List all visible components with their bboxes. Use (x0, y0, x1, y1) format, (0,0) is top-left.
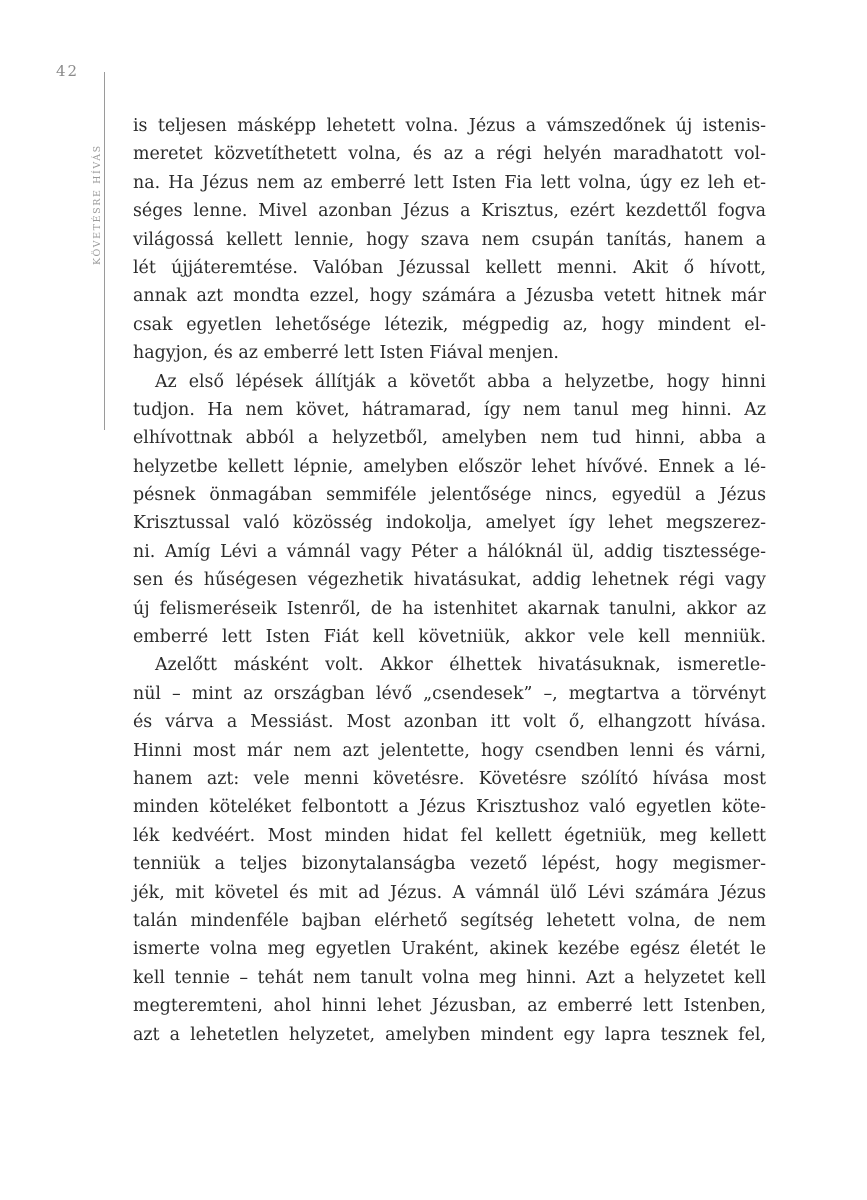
text-line: annak azt mondta ezzel, hogy számára a Jézusba vetett hitnek már (133, 286, 766, 307)
text-line: na. Ha Jézus nem az emberré lett Isten Fia lett volna, úgy ez leh et- (133, 172, 766, 193)
paragraph-first-line: Az első lépések állítják a követőt abba a helyzetbe, hogy hinni (155, 371, 766, 392)
text-line: és várva a Messiást. Most azonban itt volt ő, elhangzott hívása. (133, 712, 766, 733)
text-line: sen és hűségesen végezhetik hivatásukat, addig lehetnek régi vagy (133, 570, 766, 591)
text-line: minden köteléket felbontott a Jézus Krisztushoz való egyetlen köte- (133, 797, 766, 818)
text-line: talán mindenféle bajban elérhető segítség lehetett volna, de nem (133, 910, 766, 931)
text-line: lét újjáteremtése. Valóban Jézussal kellett menni. Akit ő hívott, (133, 257, 766, 278)
text-line: tenniük a teljes bizonytalanságba vezető lépést, hogy megismer- (133, 854, 766, 875)
paragraph-end-line: emberré lett Isten Fiát kell követniük, akkor vele kell menniük. (133, 627, 766, 648)
text-line: jék, mit követel és mit ad Jézus. A vámnál ülő Lévi számára Jézus (133, 882, 766, 903)
text-line: tudjon. Ha nem követ, hátramarad, így nem tanul meg hinni. Az (133, 399, 766, 420)
text-line: azt a lehetetlen helyzetet, amelyben mindent egy lapra tesznek fel, (133, 1024, 766, 1045)
text-line: lék kedvéért. Most minden hidat fel kellett égetniük, meg kellett (133, 825, 766, 846)
paragraph-end-line: hagyjon, és az emberré lett Isten Fiával menjen. (133, 343, 559, 364)
text-line: világossá kellett lennie, hogy szava nem csupán tanítás, hanem a (133, 229, 766, 250)
text-line: séges lenne. Mivel azonban Jézus a Krisztus, ezért kezdettől fogva (133, 201, 766, 222)
running-head: KÖVETÉSRE HÍVÁS (92, 144, 103, 265)
text-line: megteremteni, ahol hinni lehet Jézusban, az emberré lett Istenben, (133, 996, 766, 1017)
text-line: hanem azt: vele menni követésre. Követésre szólító hívása most (133, 768, 766, 789)
text-line: ismerte volna meg egyetlen Uraként, akinek kezébe egész életét le (133, 939, 766, 960)
text-line: ni. Amíg Lévi a vámnál vagy Péter a hálóknál ül, addig tisztessége- (133, 541, 766, 562)
text-line: elhívottnak abból a helyzetből, amelyben nem tud hinni, abba a (133, 428, 766, 449)
text-line: meretet közvetíthetett volna, és az a régi helyén maradhatott vol- (133, 144, 766, 165)
text-line: csak egyetlen lehetősége létezik, mégpedig az, hogy mindent el- (133, 314, 766, 335)
text-line: új felismeréseik Istenről, de ha istenhitet akarnak tanulni, akkor az (133, 598, 766, 619)
text-line: nül – mint az országban lévő „csendesek” –, megtartva a törvényt (133, 683, 766, 704)
page-number: 42 (56, 62, 80, 80)
text-line: pésnek önmagában semmiféle jelentősége nincs, egyedül a Jézus (133, 485, 766, 506)
body-text (133, 112, 766, 1049)
text-line: Krisztussal való közösség indokolja, amelyet így lehet megszerez- (133, 513, 766, 534)
text-line: helyzetbe kellett lépnie, amelyben először lehet hívővé. Ennek a lé- (133, 456, 766, 477)
paragraph-first-line: Azelőtt másként volt. Akkor élhettek hivatásuknak, ismeretle- (155, 655, 766, 676)
text-line: is teljesen másképp lehetett volna. Jézus a vámszedőnek új istenis- (133, 116, 766, 136)
text-line: kell tennie – tehát nem tanult volna meg hinni. Azt a helyzetet kell (133, 967, 766, 988)
margin-rule (104, 72, 105, 430)
text-line: Hinni most már nem azt jelentette, hogy csendben lenni és várni, (133, 740, 766, 761)
